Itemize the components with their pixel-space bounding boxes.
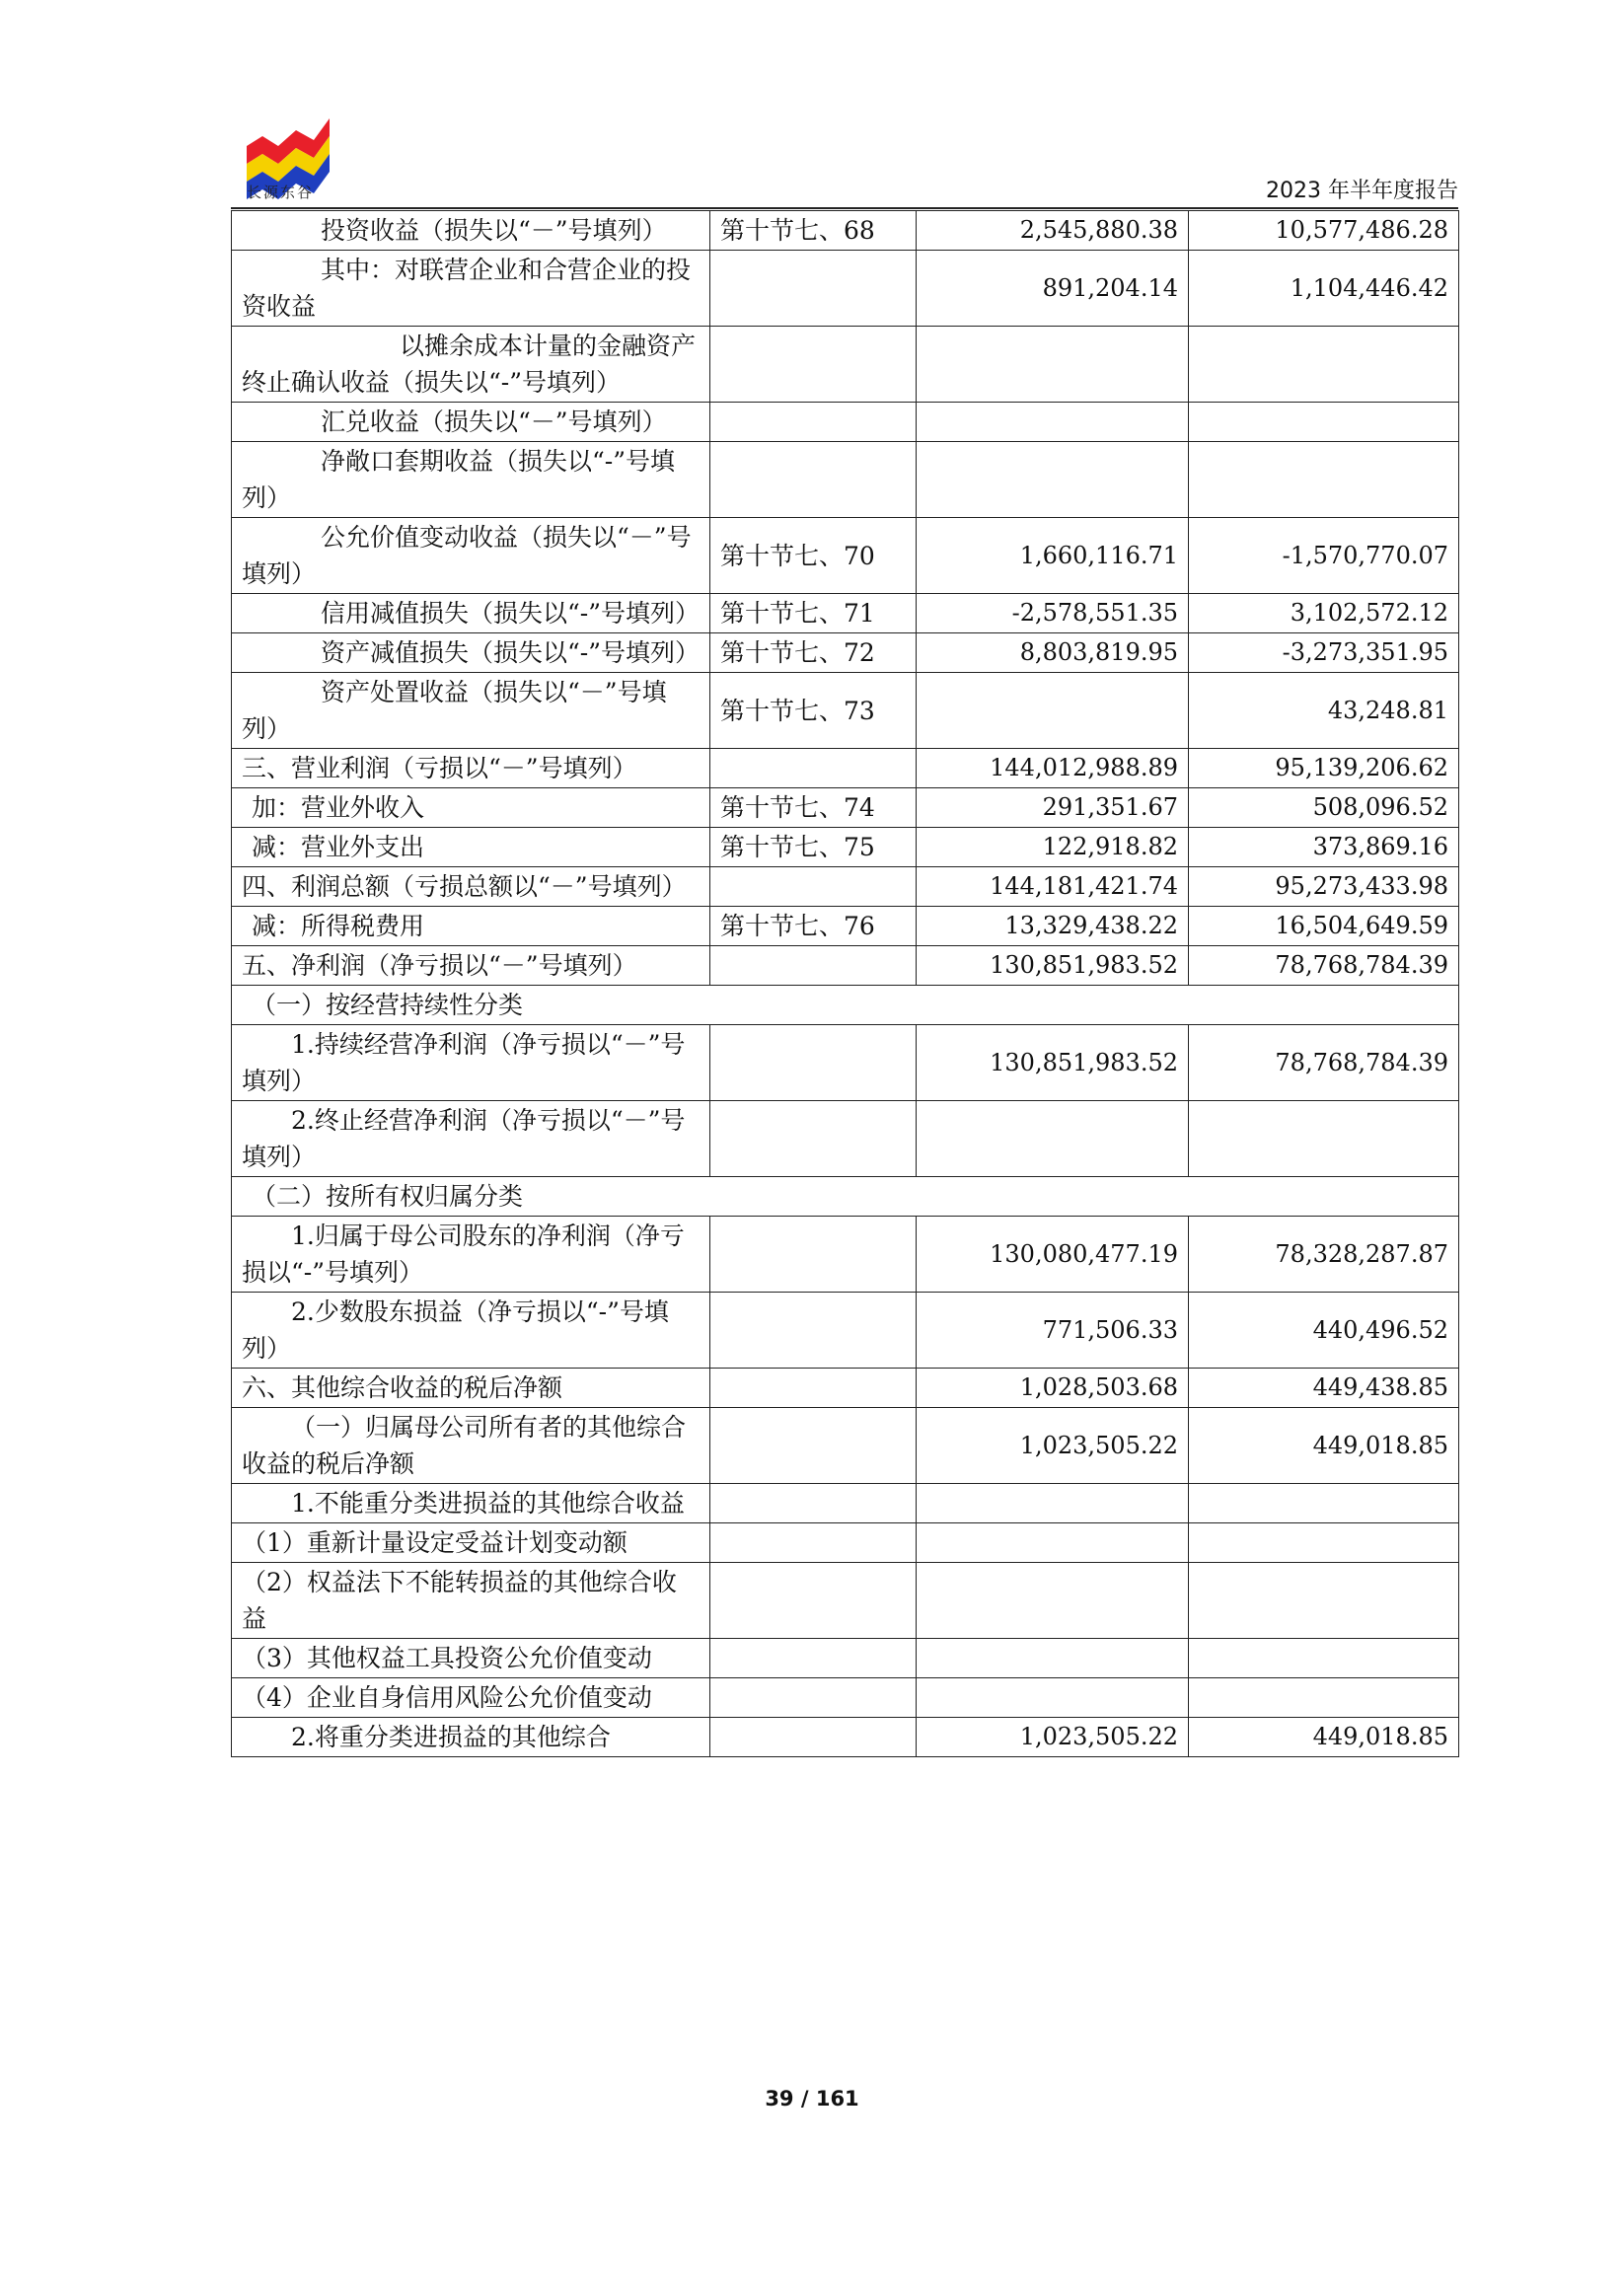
line-item-label: 其中：对联营企业和合营企业的投资收益 xyxy=(232,251,710,327)
line-item-label: 六、其他综合收益的税后净额 xyxy=(232,1369,710,1408)
line-item-label: 减：营业外支出 xyxy=(232,828,710,867)
note-reference xyxy=(710,1293,917,1369)
table-row xyxy=(232,1678,1459,1718)
line-item-label: 2.少数股东损益（净亏损以“-”号填列） xyxy=(232,1293,710,1369)
note-reference xyxy=(710,1369,917,1408)
table-row xyxy=(232,1563,1459,1639)
line-item-label: 1.持续经营净利润（净亏损以“－”号填列） xyxy=(232,1025,710,1101)
prior-period-amount xyxy=(1189,442,1459,518)
table-row xyxy=(232,518,1459,594)
line-item-label: （3）其他权益工具投资公允价值变动 xyxy=(232,1639,710,1678)
line-item-label: 资产处置收益（损失以“－”号填列） xyxy=(232,673,710,749)
logo-text: 长源东谷 xyxy=(247,184,315,201)
note-reference xyxy=(710,1639,917,1678)
note-reference: 第十节七、75 xyxy=(710,828,917,867)
table-row xyxy=(232,788,1459,828)
table-row xyxy=(232,1639,1459,1678)
current-period-amount xyxy=(917,1101,1189,1177)
prior-period-amount: 43,248.81 xyxy=(1189,673,1459,749)
current-period-amount: 1,023,505.22 xyxy=(917,1718,1189,1757)
note-reference: 第十节七、74 xyxy=(710,788,917,828)
table-row xyxy=(232,594,1459,633)
line-item-label: 净敞口套期收益（损失以“-”号填列） xyxy=(232,442,710,518)
prior-period-amount: 440,496.52 xyxy=(1189,1293,1459,1369)
current-period-amount xyxy=(917,1678,1189,1718)
current-period-amount xyxy=(917,327,1189,403)
line-item-label: 信用减值损失（损失以“-”号填列） xyxy=(232,594,710,633)
prior-period-amount: 78,768,784.39 xyxy=(1189,1025,1459,1101)
line-item-label: 加：营业外收入 xyxy=(232,788,710,828)
note-reference: 第十节七、70 xyxy=(710,518,917,594)
prior-period-amount: 10,577,486.28 xyxy=(1189,211,1459,251)
note-reference xyxy=(710,1217,917,1293)
prior-period-amount xyxy=(1189,1678,1459,1718)
table-row xyxy=(232,986,1459,1025)
note-reference xyxy=(710,867,917,907)
note-reference xyxy=(710,1025,917,1101)
note-reference xyxy=(710,403,917,442)
prior-period-amount: 78,328,287.87 xyxy=(1189,1217,1459,1293)
table-row xyxy=(232,1025,1459,1101)
table-row xyxy=(232,1369,1459,1408)
prior-period-amount: 3,102,572.12 xyxy=(1189,594,1459,633)
prior-period-amount: 449,018.85 xyxy=(1189,1408,1459,1484)
income-statement-body xyxy=(232,211,1459,1757)
note-reference xyxy=(710,442,917,518)
table-row xyxy=(232,867,1459,907)
current-period-amount xyxy=(917,1639,1189,1678)
prior-period-amount xyxy=(1189,1523,1459,1563)
table-row xyxy=(232,327,1459,403)
current-period-amount xyxy=(917,1484,1189,1523)
line-item-label: （一）归属母公司所有者的其他综合收益的税后净额 xyxy=(232,1408,710,1484)
table-row xyxy=(232,907,1459,946)
table-row xyxy=(232,403,1459,442)
note-reference xyxy=(710,327,917,403)
line-item-label: 公允价值变动收益（损失以“－”号填列） xyxy=(232,518,710,594)
current-period-amount: 1,023,505.22 xyxy=(917,1408,1189,1484)
current-period-amount: 291,351.67 xyxy=(917,788,1189,828)
table-row xyxy=(232,1484,1459,1523)
note-reference xyxy=(710,1523,917,1563)
table-row xyxy=(232,1217,1459,1293)
current-period-amount xyxy=(917,673,1189,749)
line-item-label: 三、营业利润（亏损以“－”号填列） xyxy=(232,749,710,788)
note-reference xyxy=(710,749,917,788)
report-title: 2023 年半年度报告 xyxy=(1266,179,1458,203)
note-reference xyxy=(710,946,917,986)
income-statement-table xyxy=(231,210,1459,1757)
table-row xyxy=(232,946,1459,986)
line-item-label: 汇兑收益（损失以“－”号填列） xyxy=(232,403,710,442)
table-row xyxy=(232,828,1459,867)
note-reference: 第十节七、73 xyxy=(710,673,917,749)
current-period-amount: 144,012,988.89 xyxy=(917,749,1189,788)
current-period-amount xyxy=(917,1563,1189,1639)
line-item-label: 四、利润总额（亏损总额以“－”号填列） xyxy=(232,867,710,907)
prior-period-amount: 508,096.52 xyxy=(1189,788,1459,828)
current-period-amount xyxy=(917,403,1189,442)
note-reference xyxy=(710,1101,917,1177)
current-period-amount xyxy=(917,1523,1189,1563)
current-period-amount: 13,329,438.22 xyxy=(917,907,1189,946)
current-period-amount: 771,506.33 xyxy=(917,1293,1189,1369)
line-item-label: 五、净利润（净亏损以“－”号填列） xyxy=(232,946,710,986)
line-item-label: 资产减值损失（损失以“-”号填列） xyxy=(232,633,710,673)
prior-period-amount xyxy=(1189,1101,1459,1177)
table-row xyxy=(232,1408,1459,1484)
current-period-amount: 130,851,983.52 xyxy=(917,1025,1189,1101)
line-item-label: 投资收益（损失以“－”号填列） xyxy=(232,211,710,251)
current-period-amount: 130,080,477.19 xyxy=(917,1217,1189,1293)
prior-period-amount: 78,768,784.39 xyxy=(1189,946,1459,986)
table-row xyxy=(232,749,1459,788)
current-period-amount: 8,803,819.95 xyxy=(917,633,1189,673)
current-period-amount xyxy=(917,442,1189,518)
prior-period-amount xyxy=(1189,403,1459,442)
header-divider xyxy=(231,207,1458,209)
line-item-label: 1.不能重分类进损益的其他综合收益 xyxy=(232,1484,710,1523)
table-row xyxy=(232,1177,1459,1217)
line-item-label: 2.将重分类进损益的其他综合 xyxy=(232,1718,710,1757)
table-row xyxy=(232,211,1459,251)
table-row xyxy=(232,1523,1459,1563)
prior-period-amount: 95,139,206.62 xyxy=(1189,749,1459,788)
prior-period-amount: -1,570,770.07 xyxy=(1189,518,1459,594)
line-item-label: （1）重新计量设定受益计划变动额 xyxy=(232,1523,710,1563)
current-period-amount: 130,851,983.52 xyxy=(917,946,1189,986)
note-reference xyxy=(710,1484,917,1523)
note-reference xyxy=(710,251,917,327)
table-row xyxy=(232,251,1459,327)
prior-period-amount xyxy=(1189,1484,1459,1523)
table-row xyxy=(232,442,1459,518)
line-item-label: （4）企业自身信用风险公允价值变动 xyxy=(232,1678,710,1718)
table-row xyxy=(232,633,1459,673)
section-heading: （二）按所有权归属分类 xyxy=(232,1177,1459,1217)
current-period-amount: 1,660,116.71 xyxy=(917,518,1189,594)
prior-period-amount: 373,869.16 xyxy=(1189,828,1459,867)
prior-period-amount: 1,104,446.42 xyxy=(1189,251,1459,327)
line-item-label: 1.归属于母公司股东的净利润（净亏损以“-”号填列） xyxy=(232,1217,710,1293)
page-number: 39 / 161 xyxy=(765,2087,859,2111)
prior-period-amount xyxy=(1189,327,1459,403)
note-reference xyxy=(710,1678,917,1718)
note-reference: 第十节七、72 xyxy=(710,633,917,673)
current-period-amount: 122,918.82 xyxy=(917,828,1189,867)
prior-period-amount: 16,504,649.59 xyxy=(1189,907,1459,946)
table-row xyxy=(232,673,1459,749)
prior-period-amount xyxy=(1189,1639,1459,1678)
line-item-label: 2.终止经营净利润（净亏损以“－”号填列） xyxy=(232,1101,710,1177)
current-period-amount: 1,028,503.68 xyxy=(917,1369,1189,1408)
current-period-amount: 144,181,421.74 xyxy=(917,867,1189,907)
line-item-label: 以摊余成本计量的金融资产终止确认收益（损失以“-”号填列） xyxy=(232,327,710,403)
prior-period-amount: -3,273,351.95 xyxy=(1189,633,1459,673)
prior-period-amount: 95,273,433.98 xyxy=(1189,867,1459,907)
table-row xyxy=(232,1101,1459,1177)
section-heading: （一）按经营持续性分类 xyxy=(232,986,1459,1025)
table-row xyxy=(232,1718,1459,1757)
note-reference xyxy=(710,1718,917,1757)
prior-period-amount: 449,438.85 xyxy=(1189,1369,1459,1408)
note-reference: 第十节七、76 xyxy=(710,907,917,946)
current-period-amount: 891,204.14 xyxy=(917,251,1189,327)
prior-period-amount xyxy=(1189,1563,1459,1639)
current-period-amount: -2,578,551.35 xyxy=(917,594,1189,633)
note-reference xyxy=(710,1563,917,1639)
current-period-amount: 2,545,880.38 xyxy=(917,211,1189,251)
note-reference xyxy=(710,1408,917,1484)
line-item-label: （2）权益法下不能转损益的其他综合收益 xyxy=(232,1563,710,1639)
table-row xyxy=(232,1293,1459,1369)
note-reference: 第十节七、68 xyxy=(710,211,917,251)
note-reference: 第十节七、71 xyxy=(710,594,917,633)
prior-period-amount: 449,018.85 xyxy=(1189,1718,1459,1757)
line-item-label: 减：所得税费用 xyxy=(232,907,710,946)
